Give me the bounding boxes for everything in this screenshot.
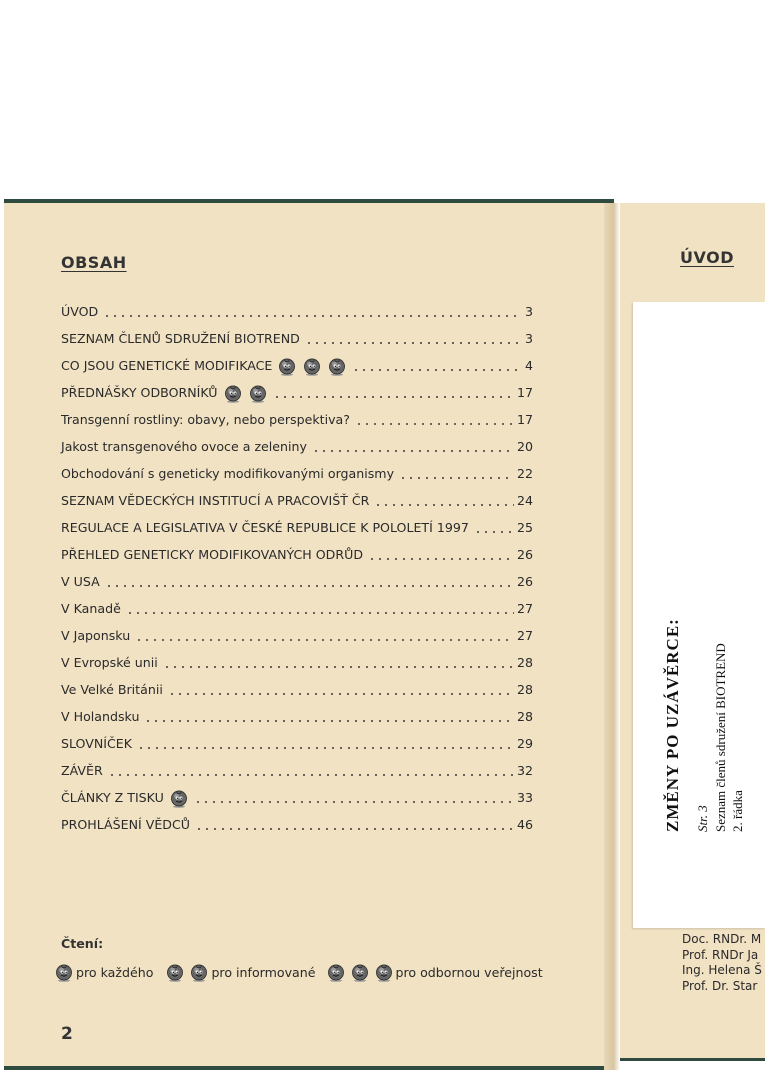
tomato-icon xyxy=(189,962,209,982)
name-line: Doc. RNDr. M xyxy=(682,932,762,946)
legend-label: pro každého xyxy=(76,964,154,980)
toc-entry-title: CO JSOU GENETICKÉ MODIFIKACE xyxy=(61,358,273,373)
toc-entry-page: 25 xyxy=(516,520,533,535)
dot-leader xyxy=(474,531,514,533)
dot-leader xyxy=(352,369,522,371)
toc-entry-page: 24 xyxy=(516,493,533,508)
errata-insert xyxy=(633,302,765,928)
toc-entry-page: 3 xyxy=(524,304,533,319)
toc-entry-page: 17 xyxy=(516,385,533,400)
toc-entry-title: V Kanadě xyxy=(61,601,121,616)
toc-entry-page: 4 xyxy=(524,358,533,373)
tomato-icon xyxy=(326,962,346,982)
toc-entry-title: SEZNAM VĚDECKÝCH INSTITUCÍ A PRACOVIŠŤ ČR xyxy=(61,493,370,508)
toc-entry xyxy=(61,541,533,568)
toc-entry-title: PROHLÁŠENÍ VĚDCŮ xyxy=(61,817,191,832)
toc-entry-page: 46 xyxy=(516,817,533,832)
toc-entry xyxy=(61,325,533,352)
cover-edge-bottom xyxy=(4,1066,616,1070)
dot-leader xyxy=(194,801,514,803)
intro-heading: ÚVOD xyxy=(680,248,734,267)
legend-label: pro odbornou veřejnost xyxy=(395,964,543,980)
dot-leader xyxy=(126,612,514,614)
toc-entry xyxy=(61,811,533,838)
toc-entry xyxy=(61,514,533,541)
toc-entry-page: 26 xyxy=(516,574,533,589)
toc-entry-page: 32 xyxy=(516,763,533,778)
page-gutter xyxy=(604,203,620,1070)
toc-entry-title: SLOVNÍČEK xyxy=(61,736,133,751)
dot-leader xyxy=(355,423,514,425)
tomato-icon xyxy=(54,962,74,982)
tomato-icon xyxy=(302,356,322,376)
toc-entry xyxy=(61,622,533,649)
dot-leader xyxy=(168,693,514,695)
toc-entry-page: 22 xyxy=(516,466,533,481)
name-line: Prof. Dr. Star xyxy=(682,978,758,993)
toc-entry-title: Ve Velké Británii xyxy=(61,682,163,697)
table-of-contents xyxy=(61,298,533,838)
toc-entry xyxy=(61,406,533,433)
toc-entry xyxy=(61,568,533,595)
tomato-icon xyxy=(169,788,189,808)
toc-entry-title: Jakost transgenového ovoce a zeleniny xyxy=(61,439,307,454)
dot-leader xyxy=(399,477,514,479)
toc-entry-page: 17 xyxy=(516,412,533,427)
name-line: Prof. RNDr Ja xyxy=(682,947,759,962)
toc-entry xyxy=(61,487,533,514)
legend-item xyxy=(324,962,543,982)
errata-title: ZMĚNY PO UZÁVĚRCE: xyxy=(663,618,682,832)
toc-entry-title: PŘEDNÁŠKY ODBORNÍKŮ xyxy=(61,385,218,400)
toc-entry-title: PŘEHLED GENETICKY MODIFIKOVANÝCH ODRŮD xyxy=(61,547,364,562)
names-list xyxy=(682,932,762,994)
toc-entry-page: 28 xyxy=(516,655,533,670)
dot-leader xyxy=(368,558,514,560)
toc-entry-page: 29 xyxy=(516,736,533,751)
tomato-icon xyxy=(165,962,185,982)
tomato-icon xyxy=(374,962,394,982)
tomato-icon xyxy=(223,383,243,403)
tomato-icon xyxy=(350,962,370,982)
toc-entry xyxy=(61,676,533,703)
toc-entry xyxy=(61,649,533,676)
dot-leader xyxy=(273,396,514,398)
dot-leader xyxy=(103,315,522,317)
toc-entry xyxy=(61,595,533,622)
errata-line: Seznam členů sdružení BIOTREND xyxy=(713,643,728,832)
toc-entry-title: V Holandsku xyxy=(61,709,140,724)
page-number: 2 xyxy=(61,1024,73,1044)
dot-leader xyxy=(374,504,514,506)
errata-insert-text xyxy=(633,302,765,928)
dot-leader xyxy=(305,342,522,344)
toc-entry-title: REGULACE A LEGISLATIVA V ČESKÉ REPUBLICE K POLOLETÍ 1997 xyxy=(61,520,469,535)
toc-entry-title: SEZNAM ČLENŮ SDRUŽENÍ BIOTREND xyxy=(61,331,300,346)
legend-item xyxy=(52,962,153,982)
errata-line: 2. řádka xyxy=(730,790,745,832)
dot-leader xyxy=(137,747,514,749)
tomato-icon xyxy=(248,383,268,403)
toc-entry-page: 26 xyxy=(516,547,533,562)
toc-entry-title: V Evropské unii xyxy=(61,655,158,670)
toc-entry-title: ČLÁNKY Z TISKU xyxy=(61,790,164,805)
toc-entry-title: ÚVOD xyxy=(61,304,99,319)
toc-entry xyxy=(61,703,533,730)
toc-entry xyxy=(61,298,533,325)
toc-entry-page: 27 xyxy=(516,628,533,643)
toc-entry-page: 28 xyxy=(516,709,533,724)
toc-entry-page: 33 xyxy=(516,790,533,805)
toc-entry-page: 3 xyxy=(524,331,533,346)
cover-edge-right xyxy=(620,1058,765,1061)
dot-leader xyxy=(312,450,514,452)
toc-entry-title: Obchodování s geneticky modifikovanými organismy xyxy=(61,466,395,481)
toc-entry-page: 27 xyxy=(516,601,533,616)
toc-entry xyxy=(61,352,533,379)
reading-legend-title: Čtení: xyxy=(61,936,104,951)
toc-entry xyxy=(61,757,533,784)
toc-entry xyxy=(61,460,533,487)
dot-leader xyxy=(144,720,514,722)
toc-entry-page: 28 xyxy=(516,682,533,697)
toc-entry xyxy=(61,433,533,460)
toc-entry-page: 20 xyxy=(516,439,533,454)
tomato-icon xyxy=(327,356,347,376)
toc-entry xyxy=(61,379,533,406)
reading-legend xyxy=(52,962,545,982)
toc-entry-title: V USA xyxy=(61,574,100,589)
legend-item xyxy=(163,962,315,982)
dot-leader xyxy=(135,639,514,641)
toc-entry-title: ZÁVĚR xyxy=(61,763,103,778)
dot-leader xyxy=(163,666,514,668)
toc-entry xyxy=(61,730,533,757)
legend-label: pro informované xyxy=(211,964,316,980)
name-line: Ing. Helena Š xyxy=(682,963,762,977)
dot-leader xyxy=(195,828,514,830)
errata-line: Str. 3 xyxy=(695,805,710,832)
dot-leader xyxy=(105,585,514,587)
dot-leader xyxy=(108,774,514,776)
toc-entry-title: V Japonsku xyxy=(61,628,131,643)
toc-entry xyxy=(61,784,533,811)
tomato-icon xyxy=(277,356,297,376)
toc-entry-title: Transgenní rostliny: obavy, nebo perspektiva? xyxy=(61,412,350,427)
contents-heading: OBSAH xyxy=(61,253,127,272)
